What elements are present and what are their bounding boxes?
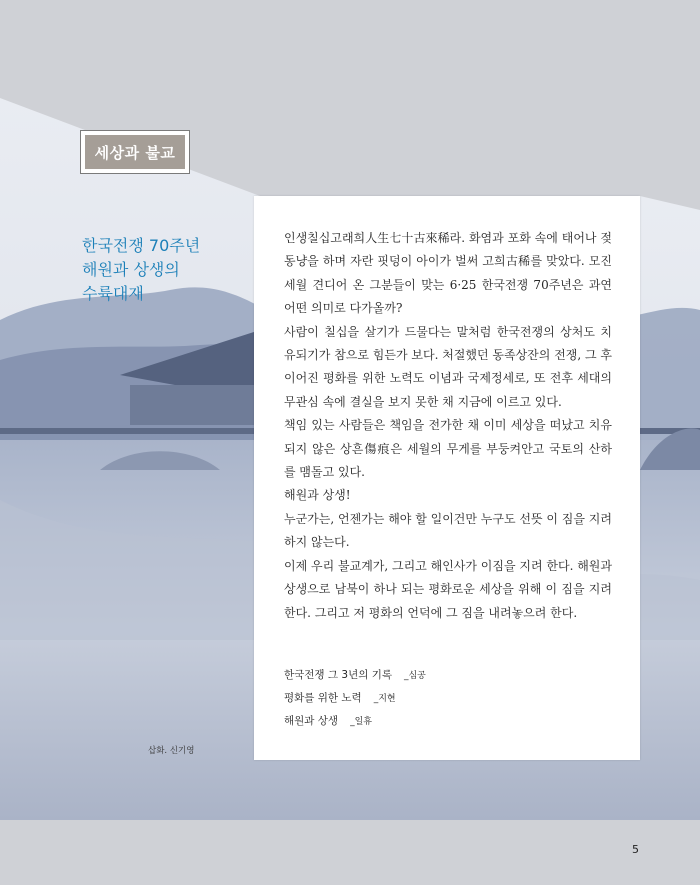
contents-item-title: 해원과 상생: [284, 715, 339, 727]
contents-item-author: _지현: [373, 694, 396, 704]
contents-item[interactable]: [284, 710, 426, 733]
section-tag: [80, 130, 190, 174]
title-line-2: 해원과 상생의: [82, 260, 180, 279]
contents-list: [284, 664, 426, 733]
section-tag-fill: [85, 135, 185, 169]
article-body: [284, 227, 612, 625]
contents-item-author: _심공: [403, 671, 426, 681]
section-tag-label: 세상과 불교: [94, 143, 176, 162]
body-paragraph: 해원과 상생!: [284, 488, 351, 503]
article-title: [82, 234, 252, 306]
body-paragraph: 사람이 칠십을 살기가 드물다는 말처럼 한국전쟁의 상처도 치유되기가 참으로 힘든가 보다. 처절했던 동족상잔의 전쟁, 그 후 이어진 평화를 위한 노력도 이념과 국제정세로, 또 전후 세대의 무관심 속에 결실을 보지 못한 채 지금에 이르고 있다.: [284, 324, 612, 409]
contents-item[interactable]: [284, 687, 426, 710]
title-line-3: 수륙대재: [82, 284, 144, 303]
body-paragraph: 이제 우리 불교계가, 그리고 해인사가 이짐을 지려 한다. 해원과 상생으로 남북이 하나 되는 평화로운 세상을 위해 이 짐을 지려 한다. 그리고 저 평화의 언덕에 그 짐을 내려놓으려 한다.: [284, 558, 612, 620]
photo-caption: 삽화. 신기영: [148, 746, 195, 756]
contents-item-author: _일휴: [350, 717, 372, 727]
body-paragraph: 인생칠십고래희人生七十古來稀라. 화염과 포화 속에 태어나 젖동냥을 하며 자란 핏덩이 아이가 벌써 고희古稀를 맞았다. 모진 세월 견디어 온 그분들이 맞는 6·25 한국전쟁 70주년은 과연 어떤 의미로 다가올까?: [284, 231, 612, 316]
contents-item[interactable]: [284, 664, 426, 687]
body-paragraph: 누군가는, 언젠가는 해야 할 일이건만 누구도 선뜻 이 짐을 지려하지 않는다.: [284, 511, 612, 550]
contents-item-title: 한국전쟁 그 3년의 기록: [284, 669, 392, 681]
text-panel: [254, 196, 640, 760]
contents-item-title: 평화를 위한 노력: [284, 692, 362, 704]
title-line-1: 한국전쟁 70주년: [82, 236, 201, 255]
body-paragraph: 책임 있는 사람들은 책임을 전가한 채 이미 세상을 떠났고 치유되지 않은 상흔傷痕은 세월의 무게를 부둥켜안고 국토의 산하를 맴돌고 있다.: [284, 418, 612, 480]
page-number: 5: [632, 843, 639, 856]
